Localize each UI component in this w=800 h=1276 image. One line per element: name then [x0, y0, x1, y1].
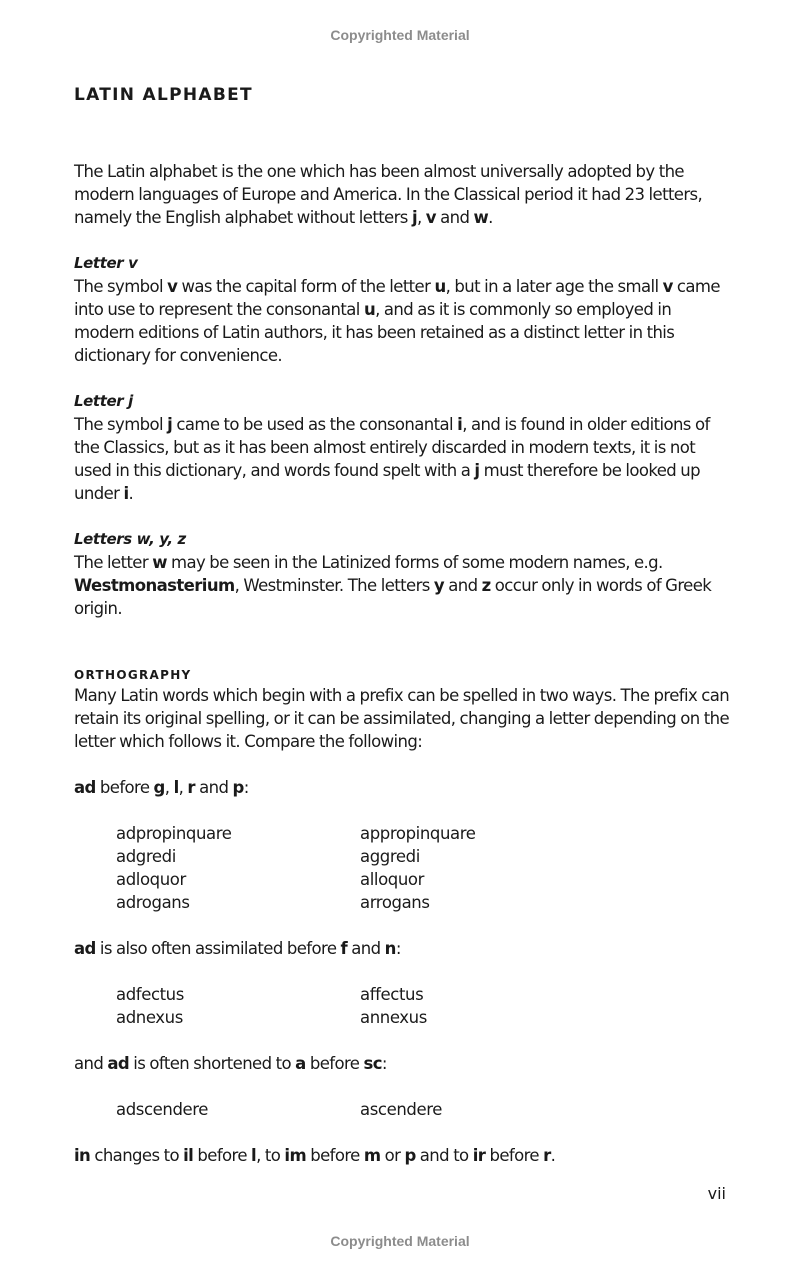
word-pair: adscendere ascendere	[116, 1100, 442, 1119]
section-heading-orthography: ORTHOGRAPHY	[74, 668, 192, 682]
word-pair-list-1	[74, 822, 734, 914]
letter-j-paragraph: The symbol j came to be used as the consonantal i, and is found in older editions of the Classics, but as it has been almost entirely discarded in modern texts, it is not used in this dictionary, and words found spelt with a j must therefore be looked up under i.	[74, 415, 710, 503]
letters-wyz-paragraph: The letter w may be seen in the Latinized forms of some modern names, e.g. Westmonasterium, Westminster. The letters y and z occur only in words of Greek origin.	[74, 553, 712, 618]
word-pair-list-3	[74, 1098, 734, 1121]
page-number: vii	[707, 1184, 726, 1203]
word-pair: adfectus affectus	[116, 985, 424, 1004]
word-pair: adnexus annexus	[116, 1008, 427, 1027]
section-heading-letter-j: Letter j	[74, 392, 133, 410]
word-pair: adpropinquare appropinquare	[116, 824, 476, 843]
word-pair: adrogans arrogans	[116, 893, 430, 912]
word-pair-list-2	[74, 983, 734, 1029]
rule-ad-before-glrp: ad before g, l, r and p:	[74, 778, 249, 797]
rule-in-changes: in changes to il before l, to im before m or p and to ir before r.	[74, 1146, 556, 1165]
intro-paragraph: The Latin alphabet is the one which has been almost universally adopted by the modern languages of Europe and America. In the Classical period it had 23 letters, namely the English alphabet without letters j, v and w.	[74, 162, 703, 227]
page-content	[74, 84, 734, 1167]
word-pair: adgredi aggredi	[116, 847, 420, 866]
page-title: LATIN ALPHABET	[74, 85, 253, 105]
section-heading-letters-wyz: Letters w, y, z	[74, 530, 186, 548]
orthography-paragraph: Many Latin words which begin with a prefix can be spelled in two ways. The prefix can retain its original spelling, or it can be assimilated, changing a letter depending on the letter which follows it. Compare the following:	[74, 686, 730, 751]
rule-ad-shortened: and ad is often shortened to a before sc:	[74, 1054, 387, 1073]
word-pair: adloquor alloquor	[116, 870, 424, 889]
watermark-bottom: Copyrighted Material	[330, 1233, 470, 1249]
letter-v-paragraph: The symbol v was the capital form of the letter u, but in a later age the small v came into use to represent the consonantal u, and as it is commonly so employed in modern editions of Latin authors, it has been retained as a distinct letter in this dictionary for convenience.	[74, 277, 720, 365]
section-heading-letter-v: Letter v	[74, 254, 138, 272]
rule-ad-before-fn: ad is also often assimilated before f and n:	[74, 939, 401, 958]
watermark-top: Copyrighted Material	[330, 27, 470, 43]
